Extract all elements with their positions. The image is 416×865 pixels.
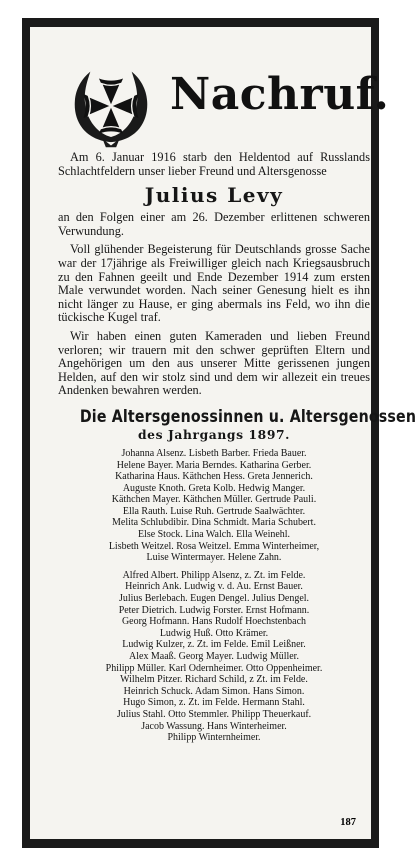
list-item: Philipp Winternheimer. [167,732,261,744]
obituary-title: Nachruf. [170,69,390,120]
list-item: Wilhelm Pitzer. Richard Schild, z Zt. im Felde. [120,674,308,686]
list-item: Auguste Knoth. Greta Kolb. Hedwig Manger. [122,482,306,494]
list-item: Georg Hofmann. Hans Rudolf Hoechstenbach [121,616,307,628]
men-list [58,570,370,744]
list-item: Else Stock. Lina Walch. Ella Weinehl. [137,529,291,541]
list-item: Lisbeth Weitzel. Rosa Weitzel. Emma Winterheimer, [108,540,320,552]
list-item: Alfred Albert. Philipp Alsenz, z. Zt. im Felde. [122,569,306,581]
obituary-page [30,27,416,839]
paragraph-2: Wir haben einen guten Kameraden und lieben Freund verloren; wir trauern mit den schwer geprüften Eltern und Angehörigen um den aus unserer Mitte gerissenen jungen Helden, auf den wir stolz sind und dem wir allezeit ein treues Andenken bewahren werden. [58,328,370,398]
list-item: Ludwig Huß. Otto Krämer. [159,627,269,639]
list-item: Julius Berlebach. Eugen Dengel. Julius Dengel. [118,593,310,605]
list-item: Katharina Haus. Käthchen Hess. Greta Jennerich. [115,471,313,483]
list-item: Hugo Simon, z. Zt. im Felde. Hermann Stahl. [123,697,305,709]
paragraph-1: Voll glühender Begeisterung für Deutschlands grosse Sache war der 17jährige als Freiwilliger gleich nach Kriegsausbruch zu den Fahnen geeilt und Ende Dezember 1914 zum ersten Male verwundet worden. Nach seiner Genesung hielt es ihn nicht länger zu Hause, er ging abermals ins Feld, wo ihn die tückische Kugel traf. [58,242,370,325]
iron-cross-wreath-icon [68,63,154,149]
cause-text: an den Folgen einer am 26. Dezember erlittenen schweren Verwundung. [58,210,370,238]
list-item: Ella Rauth. Luise Ruh. Gertrude Saalwächter. [122,505,306,517]
list-item: Käthchen Mayer. Käthchen Müller. Gertrude Pauli. [111,494,317,506]
list-item: Alex Maaß. Georg Mayer. Ludwig Müller. [129,651,299,662]
obituary-body [58,150,416,744]
year-line: des Jahrgangs 1897. [137,426,291,442]
list-item: Peter Dietrich. Ludwig Forster. Ernst Hofmann. [118,604,310,616]
list-item: Philipp Müller. Karl Odernheimer. Otto Oppenheimer. [105,662,323,674]
list-item: Helene Bayer. Maria Berndes. Katharina Gerber. [116,459,312,471]
deceased-name: Julius Levy [144,183,284,208]
signatory-heading: Die Altersgenossinnen u. Altersgenossen [79,406,416,426]
list-item: Julius Stahl. Otto Stemmler. Philipp Theuerkauf. [116,708,312,720]
list-item: Ludwig Kulzer, z. Zt. im Felde. Emil Leißner. [122,639,306,651]
list-item: Melita Schlubdibir. Dina Schmidt. Maria Schubert. [112,517,316,529]
list-item: Luise Wintermayer. Helene Zahn. [146,552,282,564]
list-item: Jacob Wassung. Hans Winterheimer. [141,720,287,732]
obituary-frame [22,18,416,848]
list-item: Heinrich Schuck. Adam Simon. Hans Simon. [123,685,305,697]
women-list [58,448,370,564]
list-item: Heinrich Ank. Ludwig v. d. Au. Ernst Bauer. [125,581,303,593]
page-number: 187 [340,817,356,828]
intro-text: Am 6. Januar 1916 starb den Heldentod auf Russlands Schlachtfeldern unser lieber Freund und Altersgenosse [58,150,370,178]
list-item: Johanna Alsenz. Lisbeth Barber. Frieda Bauer. [121,447,307,459]
